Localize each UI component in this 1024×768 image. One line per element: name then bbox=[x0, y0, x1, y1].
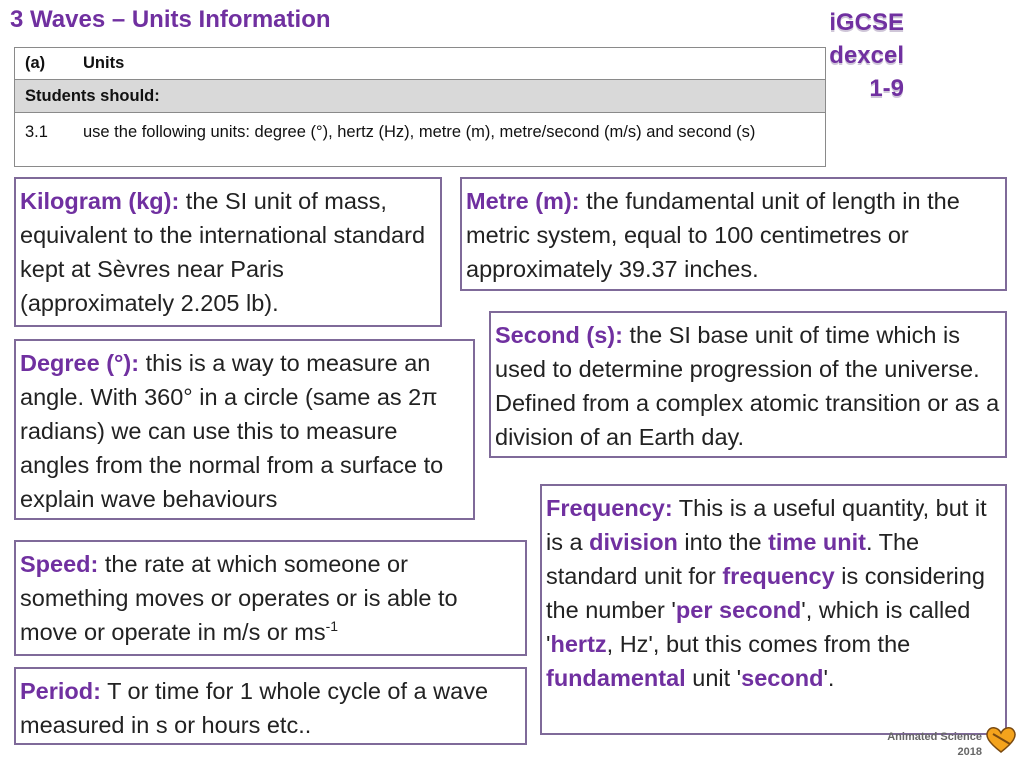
heart-logo-icon bbox=[984, 724, 1018, 754]
metre-term: Metre (m): bbox=[466, 188, 580, 214]
frequency-text-1: This is a useful quantity, but it is a bbox=[546, 495, 987, 555]
card-frequency bbox=[540, 484, 1007, 735]
spec-header-row bbox=[15, 48, 825, 80]
spec-code: 3.1 bbox=[25, 123, 48, 141]
frequency-text-7: unit ' bbox=[685, 665, 742, 691]
badge-line-2: dexcel bbox=[829, 42, 904, 69]
frequency-hl-division: division bbox=[589, 529, 678, 555]
card-period bbox=[14, 667, 527, 745]
spec-table bbox=[14, 47, 826, 167]
frequency-term: Frequency: bbox=[546, 495, 673, 521]
card-degree bbox=[14, 339, 475, 520]
frequency-hl-hertz: hertz bbox=[550, 631, 607, 657]
page-title: 3 Waves – Units Information bbox=[10, 6, 331, 33]
frequency-text-2: into the bbox=[677, 529, 769, 555]
badge-line-3: 1-9 bbox=[869, 75, 904, 102]
frequency-text-3: . The standard unit for bbox=[546, 529, 920, 589]
period-text: T or time for 1 whole cycle of a wave measured in s or hours etc.. bbox=[20, 678, 489, 738]
spec-col-a: (a) bbox=[25, 54, 46, 72]
footer-line-2: 2018 bbox=[957, 746, 982, 758]
period-term: Period: bbox=[20, 678, 101, 704]
spec-students-row: Students should: bbox=[15, 80, 825, 113]
speed-term: Speed: bbox=[20, 551, 99, 577]
card-second bbox=[489, 311, 1007, 458]
frequency-text-8: '. bbox=[823, 665, 835, 691]
frequency-text-5: ', which is called ' bbox=[546, 597, 971, 657]
frequency-hl-per-second: per second bbox=[675, 597, 802, 623]
frequency-text-4: is considering the number ' bbox=[546, 563, 985, 623]
frequency-hl-second: second bbox=[741, 665, 824, 691]
degree-term: Degree (°): bbox=[20, 350, 140, 376]
footer-line-1: Animated Science bbox=[887, 731, 982, 743]
frequency-text-6: , Hz', but this comes from the bbox=[606, 631, 911, 657]
frequency-hl-frequency: frequency bbox=[722, 563, 835, 589]
card-metre bbox=[460, 177, 1007, 291]
kilogram-text: the SI unit of mass, equivalent to the international standard kept at Sèvres near Paris (approximately 2.205 lb). bbox=[20, 188, 426, 316]
badge-line-1: iGCSE bbox=[829, 9, 904, 36]
second-term: Second (s): bbox=[495, 322, 623, 348]
spec-text: use the following units: degree (°), hertz (Hz), metre (m), metre/second (m/s) and second (s) bbox=[83, 123, 756, 141]
exam-badge bbox=[829, 6, 904, 105]
footer-credit bbox=[887, 730, 982, 760]
card-kilogram bbox=[14, 177, 442, 327]
second-text: the SI base unit of time which is used to determine progression of the universe. Defined from a complex atomic transition or as a division of an Earth day. bbox=[495, 322, 1000, 450]
frequency-hl-fundamental: fundamental bbox=[546, 665, 686, 691]
speed-superscript: -1 bbox=[325, 618, 339, 635]
card-speed bbox=[14, 540, 527, 656]
spec-col-units: Units bbox=[83, 54, 125, 72]
speed-text: the rate at which someone or something moves or operates or is able to move or operate in m/s or ms bbox=[20, 551, 458, 645]
kilogram-term: Kilogram (kg): bbox=[20, 188, 180, 214]
metre-text: the fundamental unit of length in the metric system, equal to 100 centimetres or approximately 39.37 inches. bbox=[466, 188, 960, 282]
degree-text: this is a way to measure an angle. With 360° in a circle (same as 2π radians) we can use this to measure angles from the normal from a surface to explain wave behaviours bbox=[20, 350, 444, 512]
spec-content-row bbox=[15, 113, 825, 143]
frequency-hl-time-unit: time unit bbox=[768, 529, 866, 555]
